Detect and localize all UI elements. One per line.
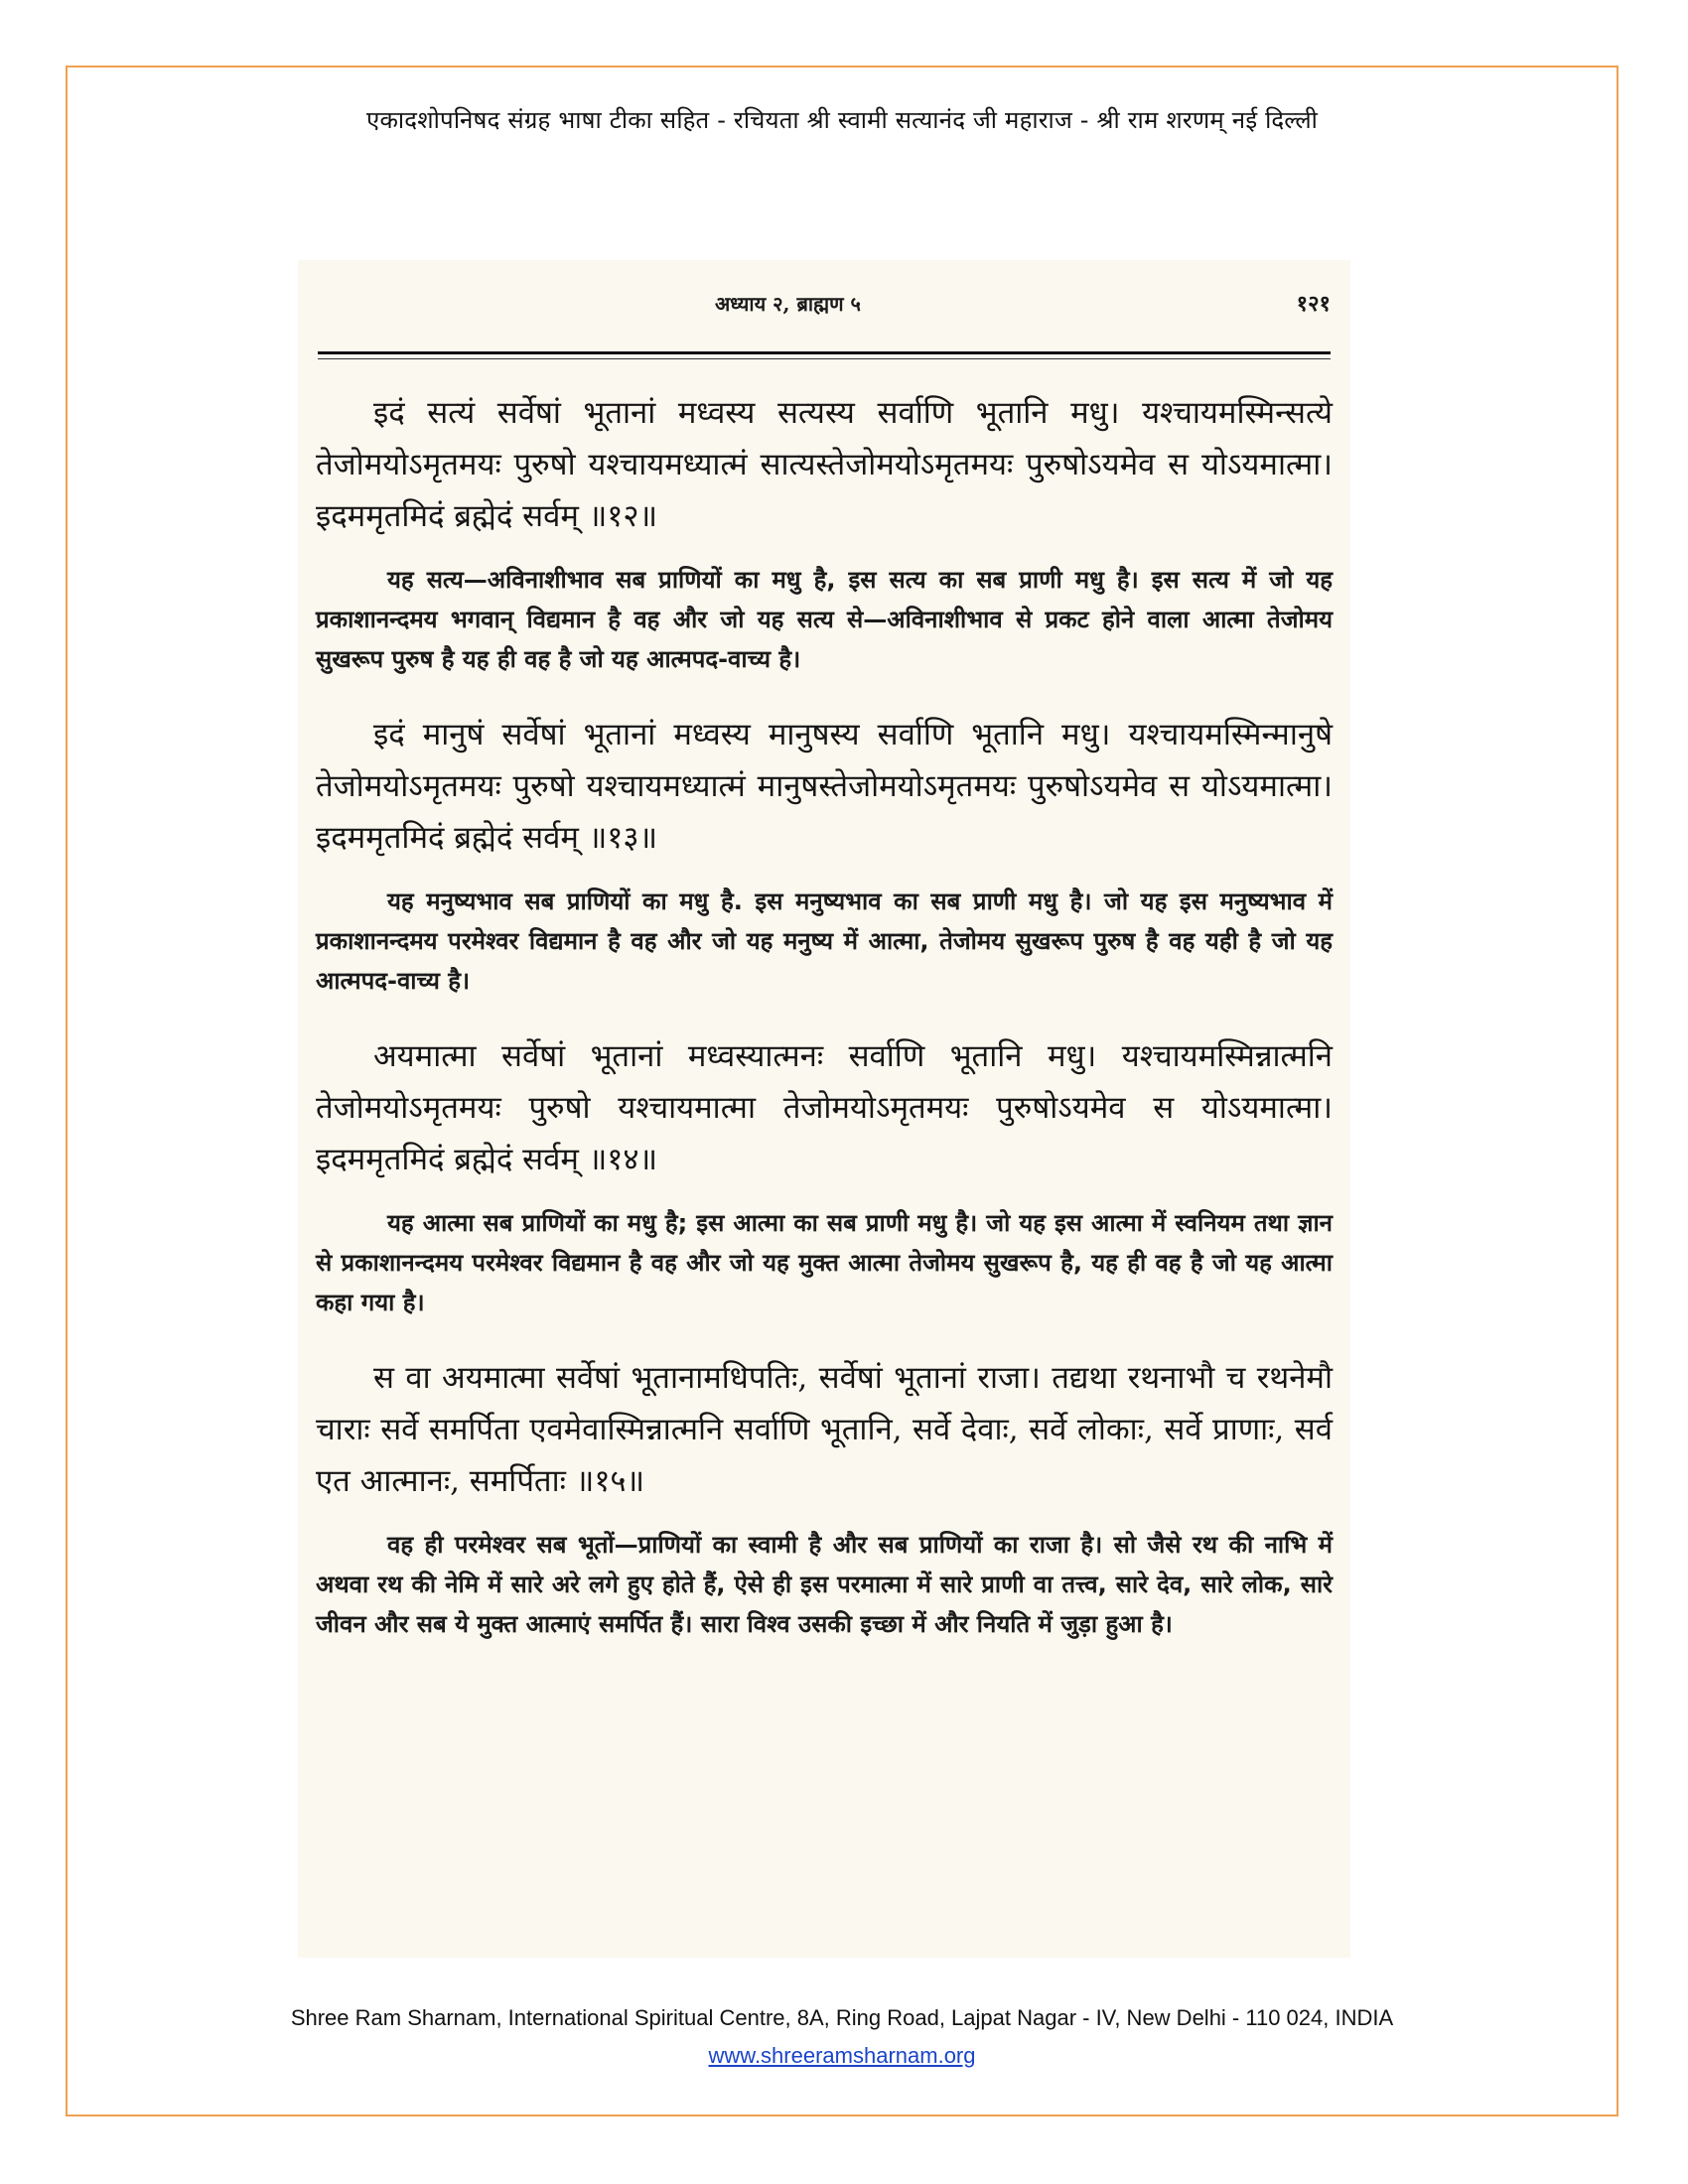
verse-13: इदं मानुषं सर्वेषां भूतानां मध्वस्य मानुषस्य सर्वाणि भूतानि मधु। यश्चायमस्मिन्मानुषे तेजोमयोऽमृतमयः पुरुषो यश्चायमध्यात्मं मानुषस्तेजोमयोऽमृतमयः पुरुषोऽयमेव स योऽयमात्मा। इदममृतमिदं ब्रह्मेदं सर्वम् ॥१३॥: [316, 717, 1333, 856]
verse-14: अयमात्मा सर्वेषां भूतानां मध्वस्यात्मनः सर्वाणि भूतानि मधु। यश्चायमस्मिन्नात्मनि तेजोमयोऽमृतमयः पुरुषो यश्चायमात्मा तेजोमयोऽमृतमयः पुरुषोऽयमेव स योऽयमात्मा। इदममृतमिदं ब्रह्मेदं सर्वम् ॥१४॥: [316, 1038, 1333, 1177]
commentary-14: यह आत्मा सब प्राणियों का मधु है; इस आत्मा का सब प्राणी मधु है। जो यह इस आत्मा में स्वनियम तथा ज्ञान से प्रकाशानन्दमय परमेश्वर विद्यमान है वह और जो यह मुक्त आत्मा तेजोमय सुखरूप है, यह ही वह है जो यह आत्मा कहा गया है।: [316, 1209, 1333, 1316]
page-header: एकादशोपनिषद संग्रह भाषा टीका सहित - रचियता श्री स्वामी सत्यानंद जी महाराज - श्री राम शरणम् नई दिल्ली: [365, 106, 1319, 134]
commentary-13: यह मनुष्यभाव सब प्राणियों का मधु है. इस मनुष्यभाव का सब प्राणी मधु है। जो यह इस मनुष्यभाव में प्रकाशानन्दमय परमेश्वर विद्यमान है वह और जो यह मनुष्य में आत्मा, तेजोमय सुखरूप पुरुष है वह यही है जो यह आत्मपद-वाच्य है।: [316, 887, 1333, 995]
commentary-15: वह ही परमेश्वर सब भूतों—प्राणियों का स्वामी है और सब प्राणियों का राजा है। सो जैसे रथ की नाभि में अथवा रथ की नेमि में सारे अरे लगे हुए होते हैं, ऐसे ही इस परमात्मा में सारे प्राणी वा तत्त्व, सारे देव, सारे लोक, सारे जीवन और सब ये मुक्त आत्माएं समर्पित हैं। सारा विश्व उसकी इच्छा में और नियति में जुड़ा हुआ है।: [316, 1531, 1333, 1638]
running-title: अध्याय २, ब्राह्मण ५: [715, 292, 861, 316]
scan-body: [316, 387, 1333, 1674]
header-rule-thin: [318, 358, 1331, 359]
verse-15: स वा अयमात्मा सर्वेषां भूतानामधिपतिः, सर्वेषां भूतानां राजा। तद्यथा रथनाभौ च रथनेमौ चाराः सर्वे समर्पिता एवमेवास्मिन्नात्मनि सर्वाणि भूतानि, सर्वे देवाः, सर्वे लोकाः, सर्वे प्राणाः, सर्व एत आत्मानः, समर्पिताः ॥१५॥: [316, 1360, 1333, 1499]
website-link[interactable]: www.shreeramsharnam.org: [708, 2043, 976, 2068]
footer-address: Shree Ram Sharnam, International Spiritual Centre, 8A, Ring Road, Lajpat Nagar - IV, New Delhi - 110 024, INDIA: [290, 2005, 1394, 2030]
commentary-12: यह सत्य—अविनाशीभाव सब प्राणियों का मधु है, इस सत्य का सब प्राणी मधु है। इस सत्य में जो यह प्रकाशानन्दमय भगवान् विद्यमान है वह और जो यह सत्य से—अविनाशीभाव से प्रकट होने वाला आत्मा तेजोमय सुखरूप पुरुष है यह ही वह है जो यह आत्मपद-वाच्य है।: [316, 566, 1333, 673]
verse-12: इदं सत्यं सर्वेषां भूतानां मध्वस्य सत्यस्य सर्वाणि भूतानि मधु। यश्चायमस्मिन्सत्ये तेजोमयोऽमृतमयः पुरुषो यश्चायमध्यात्मं सात्यस्तेजोमयोऽमृतमयः पुरुषोऽयमेव स योऽयमात्मा। इदममृतमिदं ब्रह्मेदं सर्वम् ॥१२॥: [316, 395, 1333, 534]
scanned-page: [298, 260, 1350, 1958]
page-number: १२१: [1296, 291, 1331, 317]
footer-link-container: [66, 2043, 1618, 2069]
running-head: [298, 290, 1350, 320]
header-rule: [318, 351, 1331, 354]
